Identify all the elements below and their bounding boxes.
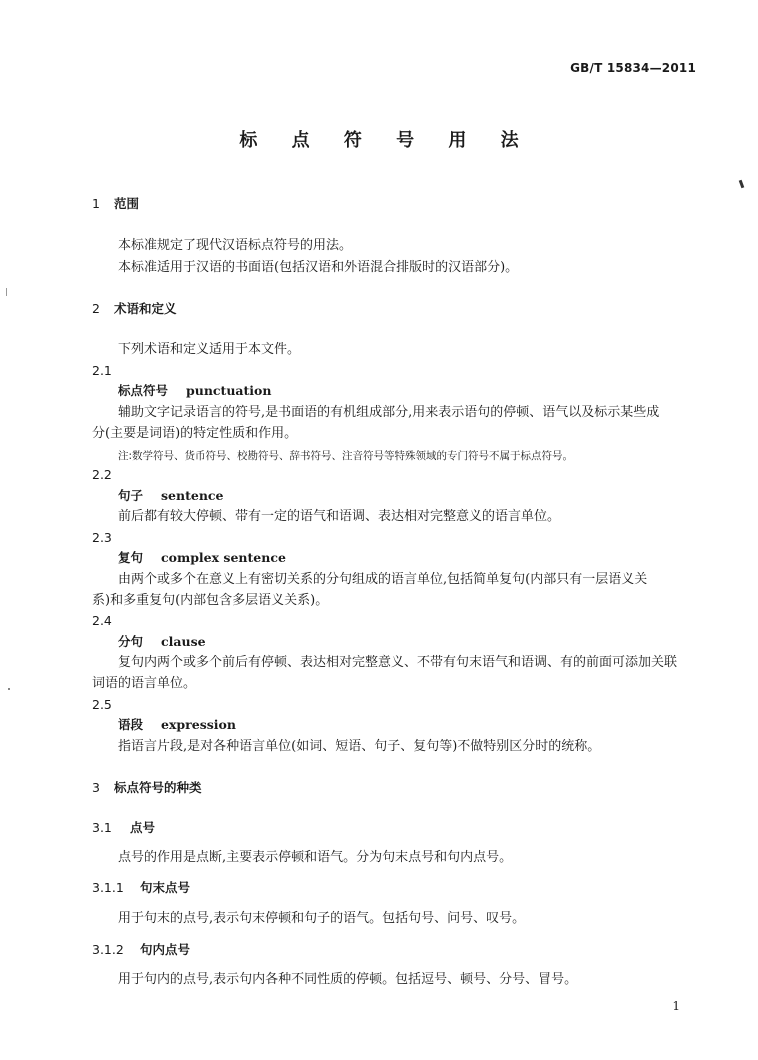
- term-entry: [118, 634, 206, 650]
- scan-speck: [6, 288, 7, 296]
- term-number: 2.1: [92, 363, 112, 378]
- term-en: expression: [161, 717, 236, 732]
- subsection-3-1-1-heading: [92, 880, 190, 896]
- term-en: complex sentence: [161, 550, 286, 565]
- term-zh: 标点符号: [118, 383, 169, 398]
- term-definition: 系)和多重复句(内部包含多层语义关系)。: [92, 593, 329, 608]
- standard-number: GB/T 15834—2011: [570, 61, 696, 75]
- term-definition: 辅助文字记录语言的符号,是书面语的有机组成部分,用来表示语句的停顿、语气以及标示某些成: [118, 405, 660, 420]
- term-entry: [118, 550, 286, 566]
- section-number: 3.1.2: [92, 942, 124, 957]
- section-number: 3.1.1: [92, 880, 124, 895]
- paragraph: 用于句末的点号,表示句末停顿和句子的语气。包括句号、问号、叹号。: [118, 911, 526, 926]
- section-number: 2: [92, 301, 100, 316]
- term-definition: 前后都有较大停顿、带有一定的语气和语调、表达相对完整意义的语言单位。: [118, 509, 561, 524]
- section-title: 范围: [114, 196, 140, 211]
- term-note: 注:数学符号、货币符号、校勘符号、辞书符号、注音符号等特殊领域的专门符号不属于标点符号。: [118, 450, 574, 462]
- term-entry: [118, 488, 223, 504]
- term-entry: [118, 383, 271, 399]
- section-1-heading: [92, 196, 139, 212]
- paragraph: 本标准规定了现代汉语标点符号的用法。: [118, 238, 353, 253]
- subsection-3-1-heading: [92, 820, 155, 836]
- term-definition: 分(主要是词语)的特定性质和作用。: [92, 426, 298, 441]
- paragraph: 本标准适用于汉语的书面语(包括汉语和外语混合排版时的汉语部分)。: [118, 260, 519, 275]
- page-title: 标 点 符 号 用 法: [239, 130, 533, 151]
- section-title: 术语和定义: [114, 301, 177, 316]
- term-en: punctuation: [186, 383, 272, 398]
- section-title: 标点符号的种类: [114, 780, 202, 795]
- section-title: 句末点号: [140, 880, 191, 895]
- term-definition: 由两个或多个在意义上有密切关系的分句组成的语言单位,包括简单复句(内部只有一层语义关: [118, 572, 648, 587]
- paragraph: 用于句内的点号,表示句内各种不同性质的停顿。包括逗号、顿号、分号、冒号。: [118, 972, 578, 987]
- page-number: 1: [672, 999, 680, 1013]
- subsection-3-1-2-heading: [92, 942, 190, 958]
- term-zh: 分句: [118, 634, 144, 649]
- term-en: sentence: [161, 488, 224, 503]
- section-title: 句内点号: [140, 942, 191, 957]
- section-3-heading: [92, 780, 202, 796]
- term-zh: 句子: [118, 488, 144, 503]
- term-en: clause: [161, 634, 206, 649]
- section-title: 点号: [130, 820, 156, 835]
- term-number: 2.3: [92, 530, 112, 545]
- section-number: 3: [92, 780, 100, 795]
- section-number: 3.1: [92, 820, 112, 835]
- paragraph: 点号的作用是点断,主要表示停顿和语气。分为句末点号和句内点号。: [118, 850, 513, 865]
- term-number: 2.5: [92, 697, 112, 712]
- term-definition: 指语言片段,是对各种语言单位(如词、短语、句子、复句等)不做特别区分时的统称。: [118, 739, 601, 754]
- term-number: 2.2: [92, 467, 112, 482]
- term-definition: 词语的语言单位。: [92, 676, 197, 691]
- section-number: 1: [92, 196, 100, 211]
- scan-speck: [739, 180, 745, 189]
- term-zh: 复句: [118, 550, 144, 565]
- scan-speck: [8, 688, 10, 690]
- paragraph: 下列术语和定义适用于本文件。: [118, 342, 301, 357]
- term-number: 2.4: [92, 613, 112, 628]
- term-definition: 复句内两个或多个前后有停顿、表达相对完整意义、不带有句末语气和语调、有的前面可添加关联: [118, 655, 678, 670]
- section-2-heading: [92, 301, 177, 317]
- term-entry: [118, 717, 236, 733]
- term-zh: 语段: [118, 717, 144, 732]
